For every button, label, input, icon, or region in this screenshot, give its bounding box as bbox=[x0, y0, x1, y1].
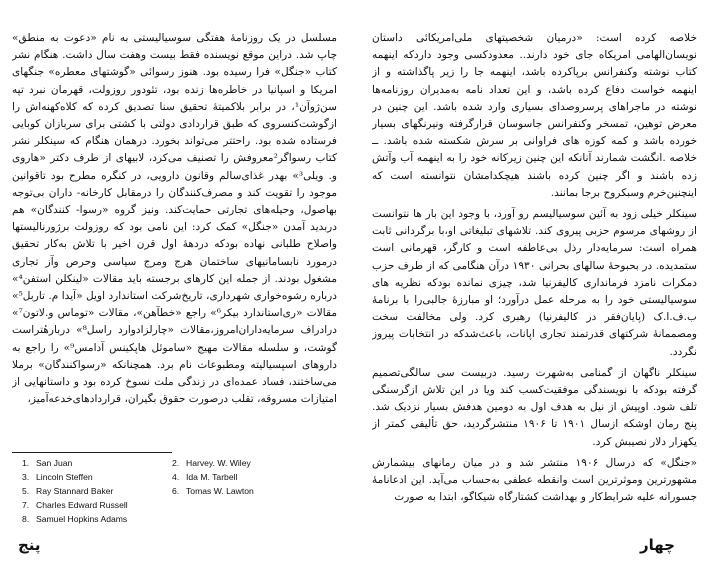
footnote: 2. Harvey. W. Wiley bbox=[172, 458, 251, 468]
footnote: 4. Ida M. Tarbell bbox=[172, 472, 238, 482]
right-paragraph-3: سینکلر ناگهان از گمنامی به‌شهرت رسید. دربیست سی سالگی‌تصمیم گرفته بودکه با نویسندگی موفقیت‌کسب کند ویا در این تلاش ازگرسنگی تلف شود. اوپیش از نیل به هدف اول به دومین هدفش بسیار نزدیک شد. پنج رمان اوشکه ازسال ۱۹۰۱ تا ۱۹۰۶ منتشرگردید، حق تألیفی کمتر از یکهزار دلار نصیبش کرد. bbox=[372, 366, 697, 448]
footnote: 3. Lincoln Steffen bbox=[22, 472, 93, 482]
footnote-divider bbox=[12, 452, 172, 453]
footnotes-column-1 bbox=[22, 456, 172, 526]
right-page-text-column bbox=[372, 30, 697, 519]
right-paragraph-2: سینکلر خیلی زود به آئین سوسیالیسم رو آورد، با وجود این بار ها نتوانست از روشهای مرسوم حزبی پیروی کند. تلاشهای تبلیغاتی او،با برگردانی ثابت همراه است: سرمایه‌دار رذل بی‌عاطفه است و کارگر، قهرمانی است ستمدیده. در بحبوحهٔ سالهای بحرانی ۱۹۳۰ درآن هنگامی که از طرف حزب دمکرات نامزد فرمانداری کالیفرنیا شد، چیزی نمانده بودکه نظریه های سوسیالیستی خود را به مرحله عمل درآورد؛ او مبارزهٔ جالبی‌را با برنامهٔ ب.ف.ا.ک (پایان‌فقر در کالیفرنیا) رهبری کرد. ولی مخالفت سخت ومصممانهٔ شرکتهای قدرتمند تجاری اپانات، باعث‌شدکه در انتخابات پیروز نگردد. bbox=[372, 208, 697, 358]
left-page-text-column bbox=[12, 30, 337, 519]
footnote: 1. San Juan bbox=[22, 458, 73, 468]
right-paragraph-1: خلاصه کرده است: «درمیان شخصیتهای ملی‌امریکائی داستان نویسان‌الهامی امریکاه جای خود دارند.. معدودکسی وجود داردکه اینهمه کتاب نوشته وکنفرانس برپاکرده باشد، اینهمه جا را زیر پاگذاشته و از اینهمه خواست دفاع کرده باشد، و این تعداد نامه به‌مدیران روزنامه‌ها نوشته در ماجراهای پرسروصدای بسیاری وارد شده باشد. این چنین در معرض توهین، تمسخر وکنفرانس جاسوسان قرارگرفته ونیرنگهای بسیار خورده باشد و کمه کوزه های فراوانی بر سرش شکسته شده باشد. ــ خلاصه .انگشت شمارند آنانکه این چنین زیرکانه خود را به اینهمه آب وآتش زده باشند و اگر چنین کرده باشند هیچکدامشان نتوانسته است که اینچنین‌خرم وسبکروح برجا بمانند. bbox=[372, 32, 697, 199]
footnote: 5. Ray Stannard Baker bbox=[22, 486, 114, 496]
footnote: 6. Tomas W. Lawton bbox=[172, 486, 254, 496]
left-page-number: پنج bbox=[18, 536, 41, 554]
footnote: 8. Samuel Hopkins Adams bbox=[22, 514, 128, 524]
footnote: 7. Charles Edward Russell bbox=[22, 500, 128, 510]
right-paragraph-4: «جنگل» که درسال ۱۹۰۶ منتشر شد و در میان رمانهای بیشمارش مشهورترین وموثرترین است وانقطه عطفی به‌حساب می‌آید. این ادعانامهٔ جسورانه علیه شرایط‌کار و بهداشت کشتارگاه شیکاگو، ابتدا به صورت bbox=[372, 456, 697, 504]
footnotes-column-2 bbox=[172, 456, 332, 498]
left-page-body-text: مسلسل در یک روزنامهٔ هفتگی سوسیالیستی به نام «دعوت به منطق» چاپ شد. دراین موقع نویسنده فقط بیست وهفت سال داشت. هنگام نشر کتاب «جنگل» فرا رسیده بود. هنوز رسوائی «گوشتهای معطره» جنگهای امریکا و اسپانیا در خاطره‌ها زنده بود، تئودور روزولت، قهرمان نبرد تپه سن‌ژوآن¹، در برابر بلاکمیتهٔ تحقیق سنا تصدیق کرده که کلاه‌کهنه‌اش را ازگوشت‌کنسروی که طبق قراردادی دولتی با کشتی برای سربازان کوبایی فرستاده شده بود. راحتتر می‌تواند بخورد. درهمان هنگام که سینکلر نشر کتاب رسواگر²معروفش را تصنیف می‌کرد، لابیهای از طرف دکتر «هاروی و. ویلی³» بهدر غذای‌سالم وقانون دارویی، در کنگره مطرح بود تاقوانین موجود را تقویت کند و مصرف‌کنندگان را درمقابل کارخانه- داران بی‌توجه بهاصول، وحیله‌های تجارتی حمایت‌کند. ونیز گروه «رسوا- کنندگان» هم دربدید آمدن «جنگل» کمک کرد: این نامی بود که روزولت برژورنالیستها واصلاح طلبانی نهاده بودکه دردههٔ اول قرن اخیر با تلاش به‌کار تحقیق درمورد نابسامانیهای ساختمان هرج ومرج سیاسی وحرص وآز تجاری مشغول بودند. از جمله این کارهای برجسته باید مقالات «لینکلن استفن⁴» درباره رشوه‌خواری شهرداری، تاریخ‌شرکت استاندارد اویل «آیدا م. تاربل⁵» مقالات «ری‌استاندارد بیکر⁶» راجع «خطآهن»، مقالات «توماس و.لاتون⁷» درادراف سرمایه‌داران‌امروز،مقالات «چارلزادوارد راسل⁸» دربارهٔتراست گوشت، و سلسله مقالات مهیج «ساموئل هاپکینس آدامس⁹» را راجع به داروهای اسپسیالیته ومطبوعات نام برد. همچنانکه «رسواکنندگان» برملا می‌ساختند، فساد عمده‌ای در زندگی ملت نسوخ کرده بود و داستانهایی از امتیازات مسروقه، تقلب درصورت حقوق بگیران، قراردادهای‌خدعه‌آمیز، bbox=[12, 32, 337, 406]
right-page-number: چهار bbox=[640, 536, 675, 554]
